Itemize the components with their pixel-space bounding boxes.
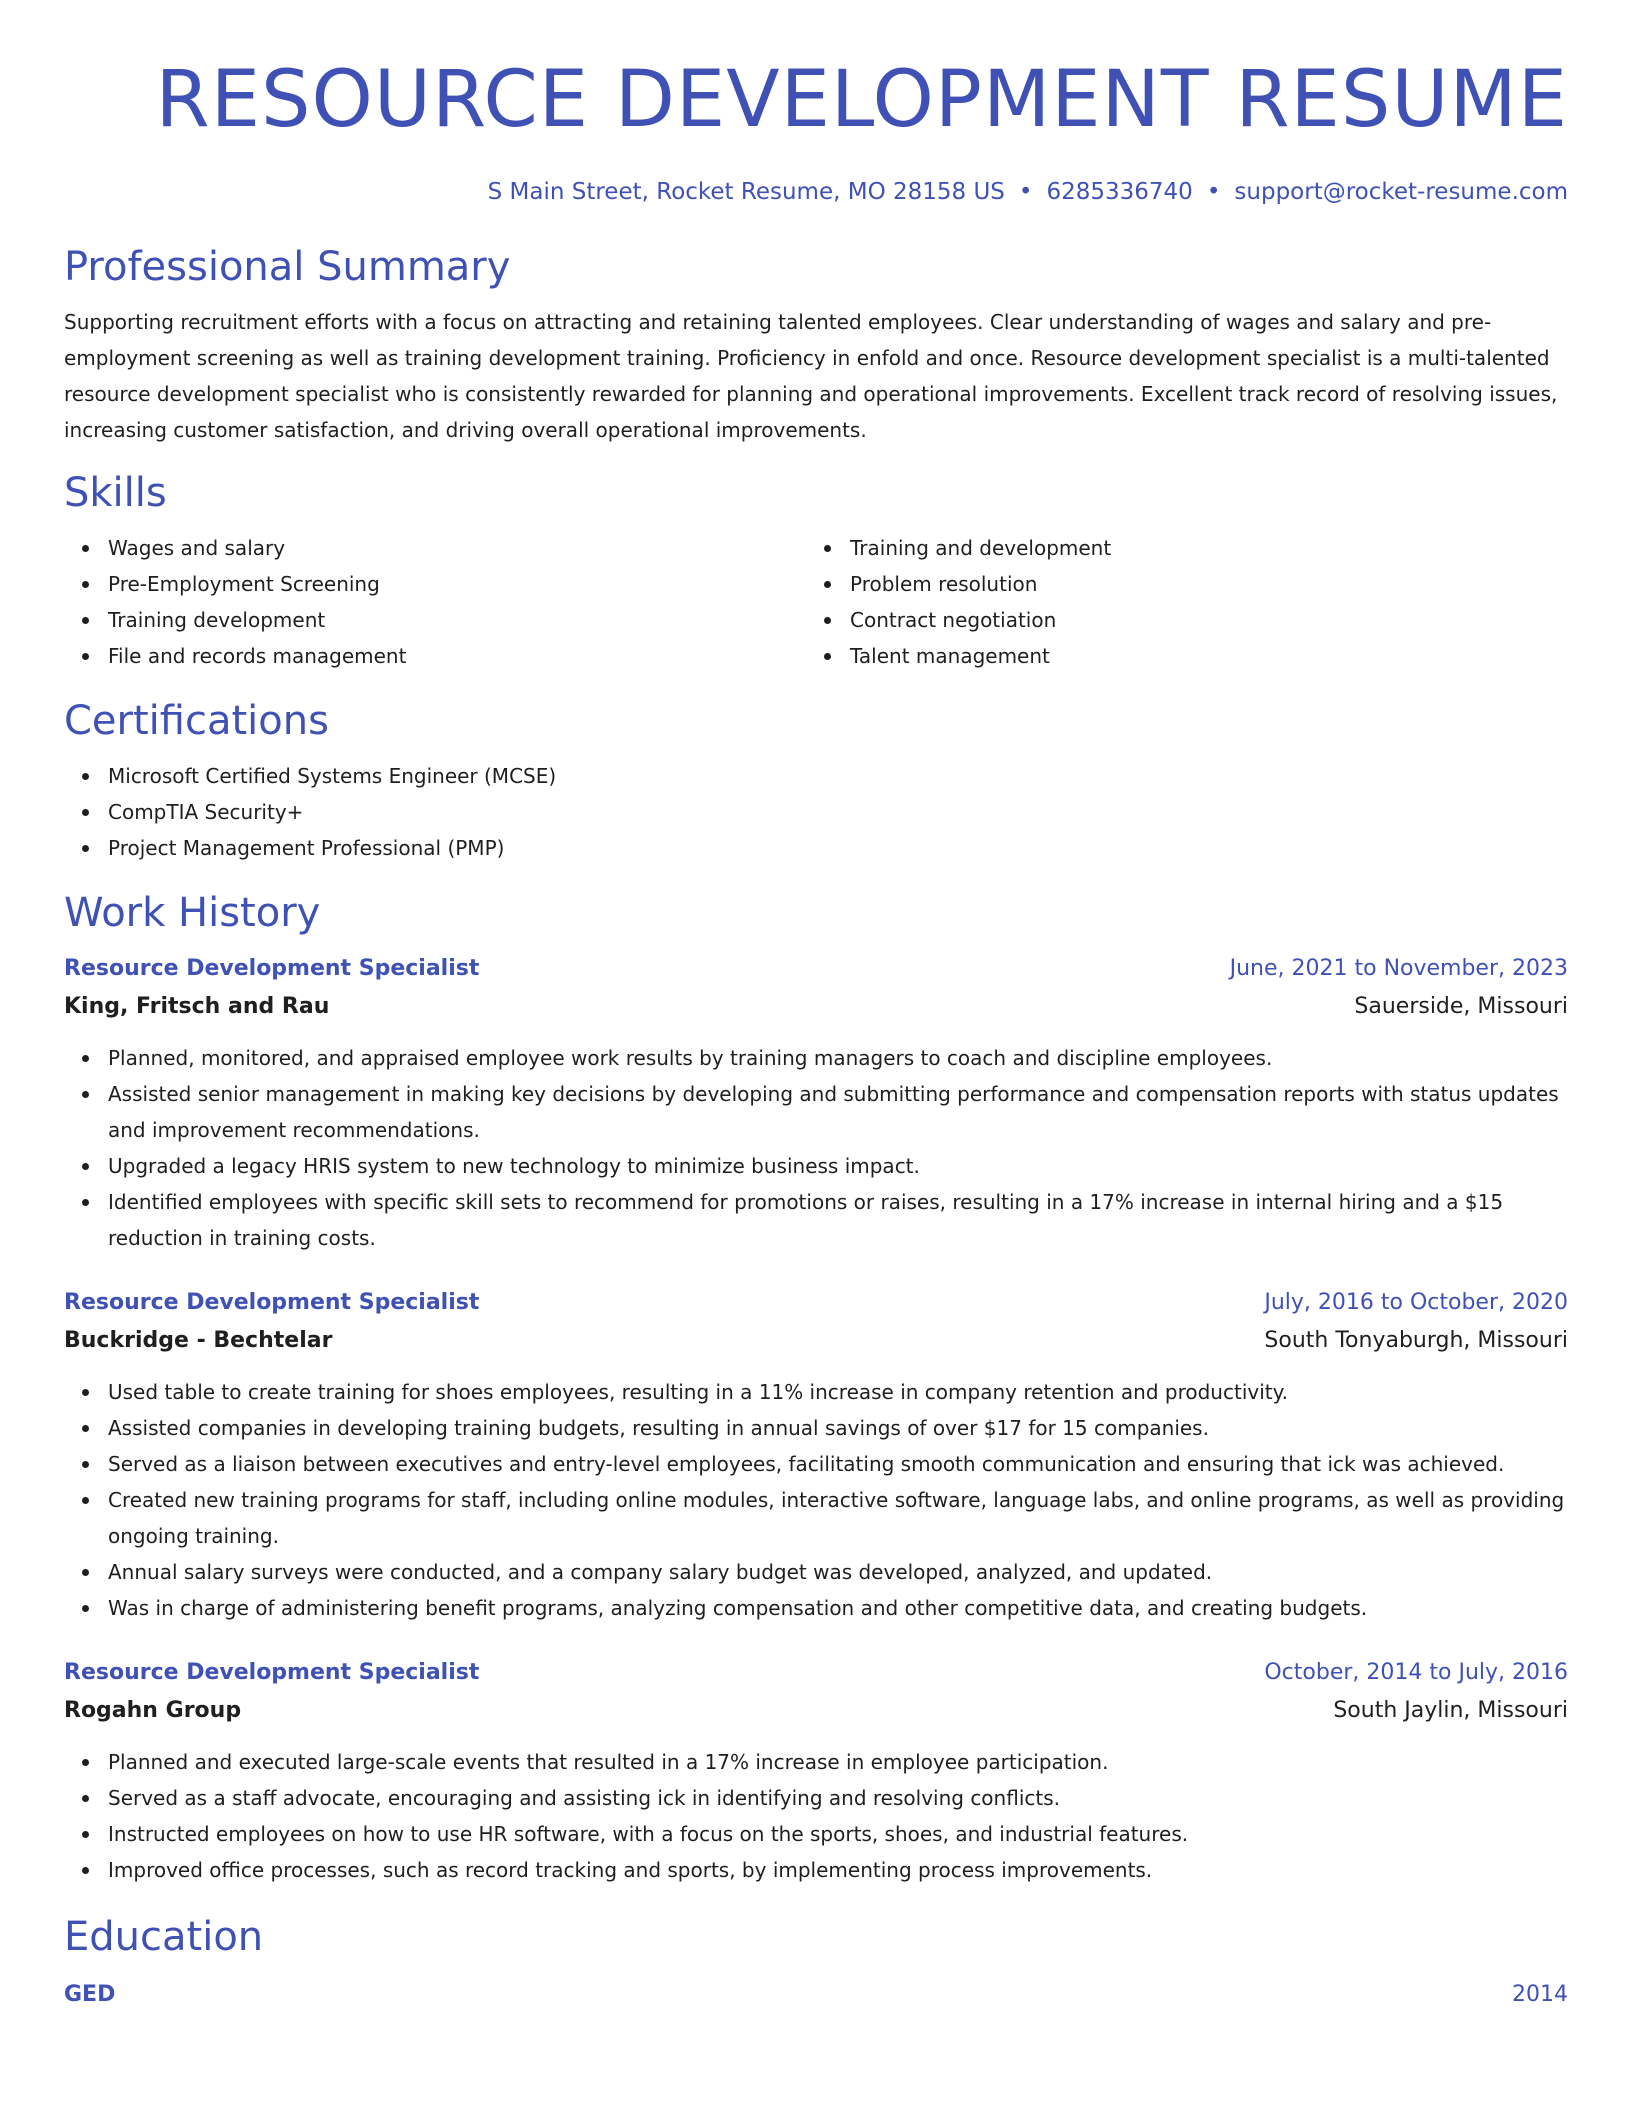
resume-page [64,0,1568,2014]
skill-item: Training development [108,602,806,638]
job-dates: June, 2021 to November, 2023 [1229,956,1568,981]
contact-separator: • [1206,179,1221,205]
job-bullet: Upgraded a legacy HRIS system to new technology to minimize business impact. [108,1148,1568,1184]
job-bullet: Planned, monitored, and appraised employee work results by training managers to coach and discipline employees. [108,1040,1568,1076]
job-title: Resource Development Specialist [64,956,480,981]
job-header-row [64,1654,1568,1692]
skill-item: Pre-Employment Screening [108,566,806,602]
certifications-heading: Certifications [64,698,329,744]
job-bullet: Used table to create training for shoes employees, resulting in a 11% increase in company retention and productivity. [108,1374,1568,1410]
contact-line [64,176,1568,208]
job-bullet: Instructed employees on how to use HR software, with a focus on the sports, shoes, and industrial features. [108,1816,1568,1852]
job-company-row [64,988,1568,1026]
certification-item: Project Management Professional (PMP) [108,830,1568,866]
education-degree: GED [64,1982,116,2007]
resume-title: RESOURCE DEVELOPMENT RESUME [155,55,1568,145]
job-location: South Tonyaburgh, Missouri [1264,1328,1568,1353]
skills-heading: Skills [64,470,167,516]
job-company-row [64,1322,1568,1360]
job-company: Buckridge - Bechtelar [64,1328,333,1353]
job-company: King, Fritsch and Rau [64,994,330,1019]
certification-item: Microsoft Certified Systems Engineer (MCSE) [108,758,1568,794]
job-bullet: Annual salary surveys were conducted, and a company salary budget was developed, analyzed, and updated. [108,1554,1568,1590]
certification-item: CompTIA Security+ [108,794,1568,830]
job-bullet: Improved office processes, such as record tracking and sports, by implementing process improvements. [108,1852,1568,1888]
certifications-list [64,758,1568,866]
contact-address: S Main Street, Rocket Resume, MO 28158 US [487,179,1005,205]
job-dates: July, 2016 to October, 2020 [1264,1290,1568,1315]
job-bullet: Was in charge of administering benefit programs, analyzing compensation and other competitive data, and creating budgets. [108,1590,1568,1626]
job-bullets [64,1744,1568,1888]
job-bullet: Assisted companies in developing training budgets, resulting in annual savings of over $17 for 15 companies. [108,1410,1568,1446]
job-header-row [64,950,1568,988]
skills-column-right [806,530,1548,674]
skill-item: Wages and salary [108,530,806,566]
summary-heading: Professional Summary [64,244,511,290]
job-bullets [64,1374,1568,1626]
education-heading: Education [64,1914,264,1960]
job-bullet: Identified employees with specific skill sets to recommend for promotions or raises, resulting in a 17% increase in internal hiring and a $15 reduction in training costs. [108,1184,1568,1256]
job-dates: October, 2014 to July, 2016 [1264,1660,1568,1685]
job-entry [64,950,1568,1256]
job-entry [64,1654,1568,1888]
skill-item: Problem resolution [850,566,1548,602]
skill-item: Talent management [850,638,1548,674]
education-row [64,1976,1568,2014]
job-bullet: Planned and executed large-scale events that resulted in a 17% increase in employee participation. [108,1744,1568,1780]
job-company: Rogahn Group [64,1698,242,1723]
job-bullets [64,1040,1568,1256]
job-entry [64,1284,1568,1626]
skills-column-left [64,530,806,674]
job-bullet: Served as a liaison between executives and entry-level employees, facilitating smooth communication and ensuring that ick was achieved. [108,1446,1568,1482]
contact-phone: 6285336740 [1046,179,1193,205]
skill-item: File and records management [108,638,806,674]
job-bullet: Assisted senior management in making key decisions by developing and submitting performance and compensation reports with status updates and improvement recommendations. [108,1076,1568,1148]
job-location: South Jaylin, Missouri [1333,1698,1568,1723]
summary-text: Supporting recruitment efforts with a focus on attracting and retaining talented employees. Clear understanding of wages and salary and pre-employment screening as well as training development training. Proficiency in enfold and once. Resource development specialist is a multi-talented resource development specialist who is consistently rewarded for planning and operational improvements. Excellent track record of resolving issues, increasing customer satisfaction, and driving overall operational improvements. [64,310,1558,442]
job-bullet: Served as a staff advocate, encouraging and assisting ick in identifying and resolving conflicts. [108,1780,1568,1816]
skill-item: Training and development [850,530,1548,566]
contact-separator: • [1018,179,1033,205]
job-bullet: Created new training programs for staff, including online modules, interactive software, language labs, and online programs, as well as providing ongoing training. [108,1482,1568,1554]
education-year: 2014 [1512,1982,1568,2007]
skills-list [64,530,1568,674]
job-header-row [64,1284,1568,1322]
skill-item: Contract negotiation [850,602,1548,638]
contact-email[interactable]: support@rocket-resume.com [1234,179,1568,205]
job-title: Resource Development Specialist [64,1660,480,1685]
job-company-row [64,1692,1568,1730]
work-history-heading: Work History [64,890,321,936]
job-location: Sauerside, Missouri [1354,994,1568,1019]
job-title: Resource Development Specialist [64,1290,480,1315]
